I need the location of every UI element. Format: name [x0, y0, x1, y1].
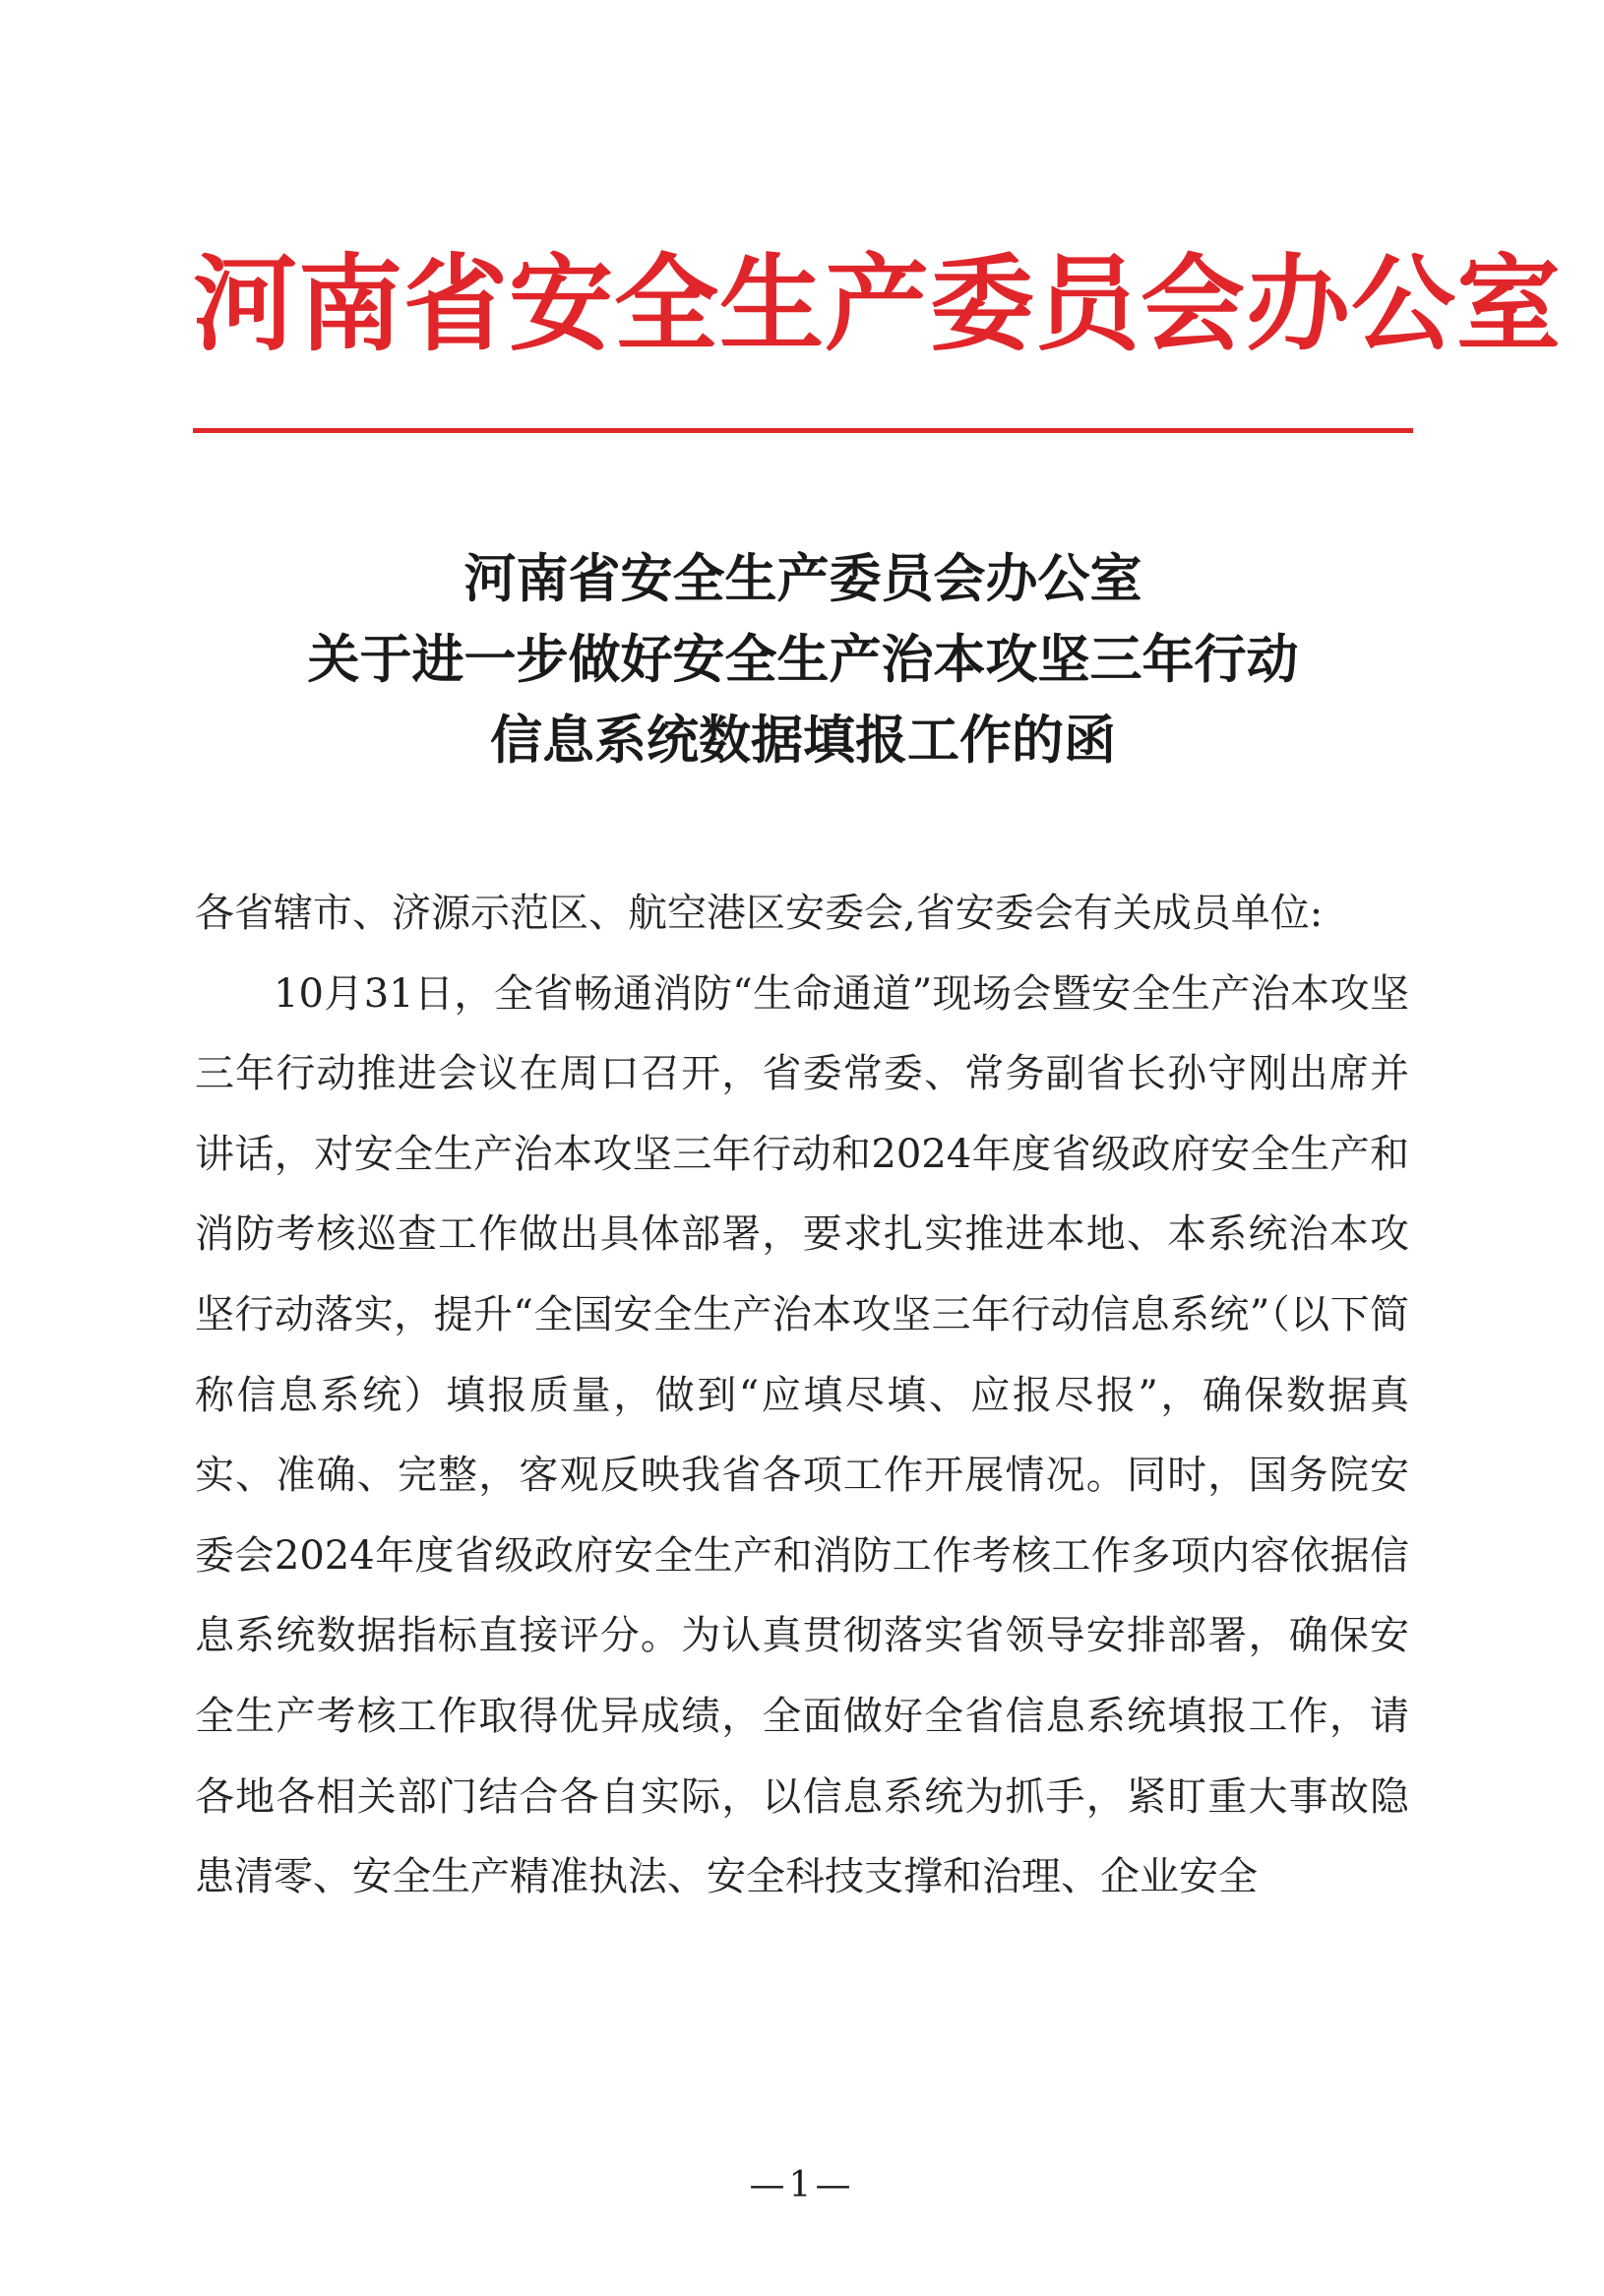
- addressee-line: 各省辖市、济源示范区、航空港区安委会,省安委会有关成员单位:: [195, 891, 1324, 936]
- body-paragraph: 10月31日，全省畅通消防“生命通道”现场会暨安全生产治本攻坚三年行动推进会议在周口召开，省委常委、常务副省长孙守刚出席并讲话，对安全生产治本攻坚三年行动和2024年度省级政府安全生产和消防考核巡查工作做出具体部署，要求扎实推进本地、本系统治本攻坚行动落实，提升“全国安全生产治本攻坚三年行动信息系统”（以下简称信息系统）填报质量，做到“应填尽填、应报尽报”，确保数据真实、准确、完整，客观反映我省各项工作开展情况。同时，国务院安委会2024年度省级政府安全生产和消防工作考核工作多项内容依据信息系统数据指标直接评分。为认真贯彻落实省领导安排部署，确保安全生产考核工作取得优异成绩，全面做好全省信息系统填报工作，请各地各相关部门结合各自实际，以信息系统为抓手，紧盯重大事故隐患清零、安全生产精准执法、安全科技支撑和治理、企业安全: [195, 970, 1409, 1900]
- title-line-1: 河南省安全生产委员会办公室: [463, 549, 1142, 609]
- title-line-3: 信息系统数据填报工作的函: [490, 711, 1116, 771]
- title-line-2: 关于进一步做好安全生产治本攻坚三年行动: [307, 630, 1299, 690]
- red-divider-line: [193, 428, 1413, 433]
- document-body: [195, 874, 1409, 1918]
- page-number: —1—: [749, 2165, 855, 2205]
- issuer-name: 河南省安全生产委员会办公室: [193, 244, 1562, 365]
- issuer-masthead: [193, 221, 1562, 389]
- document-title: [193, 539, 1413, 781]
